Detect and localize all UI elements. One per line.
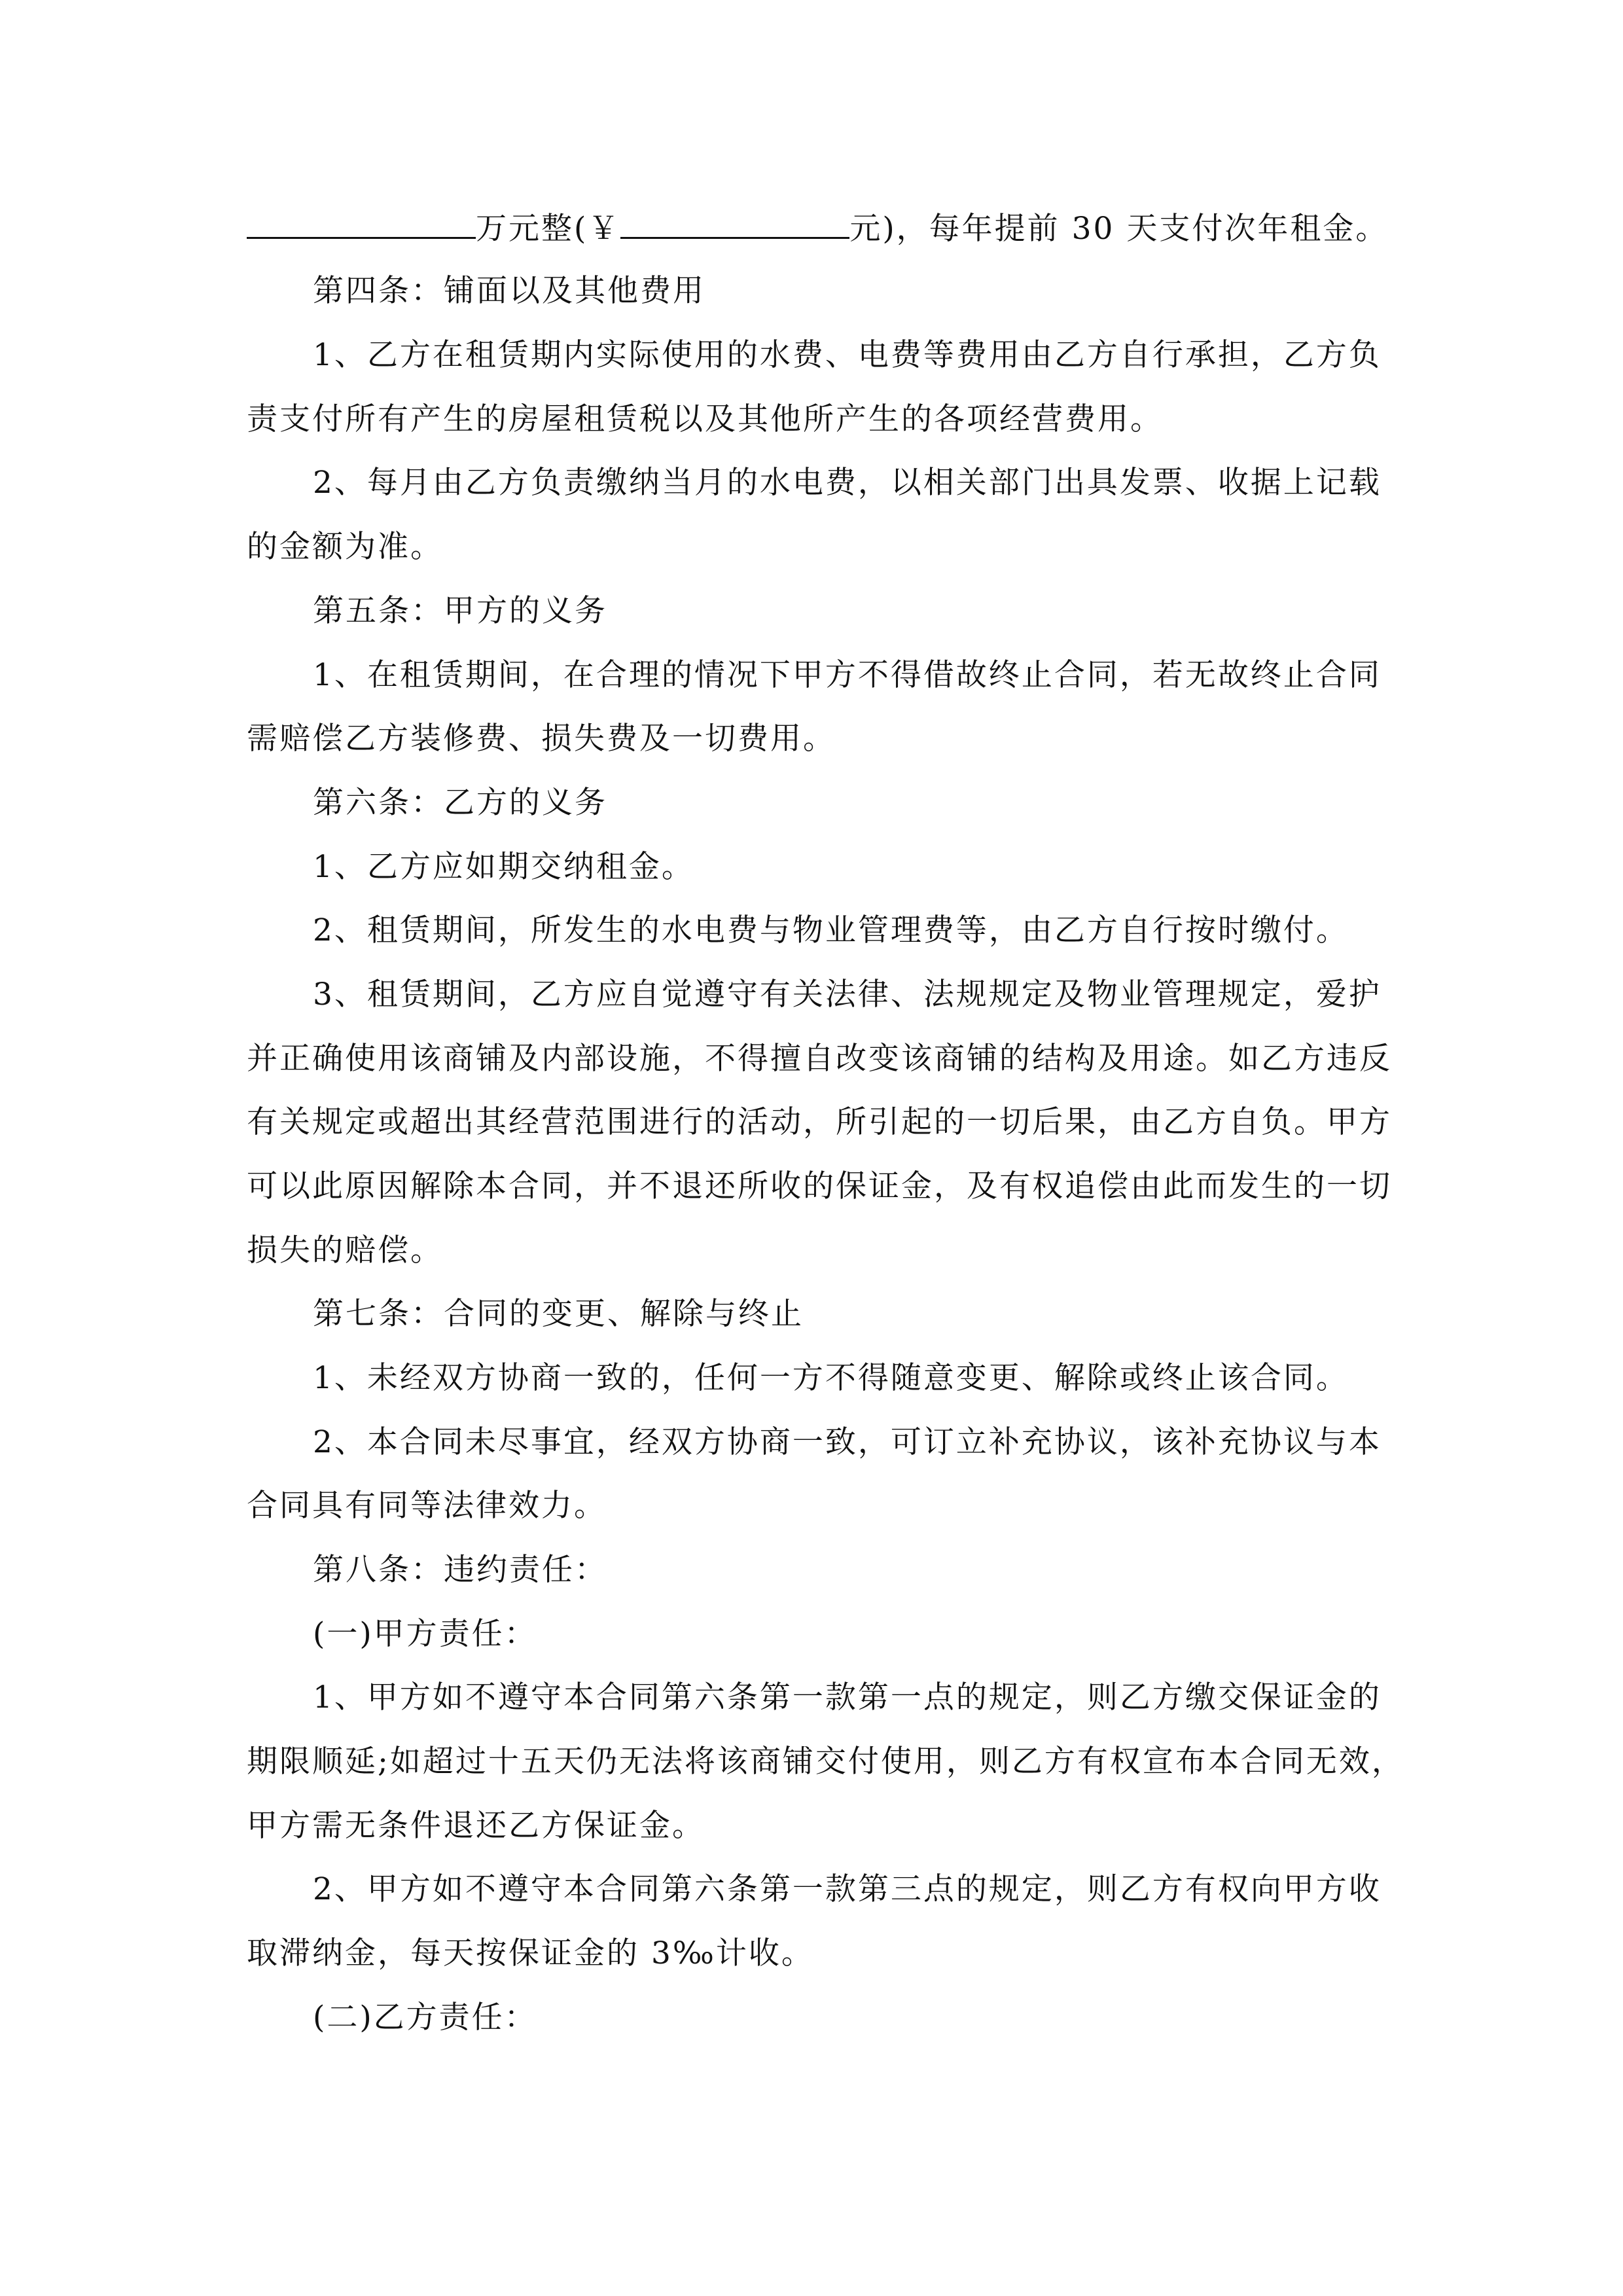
- paragraph-line: 损失的赔偿。: [247, 1232, 443, 1268]
- rent-amount-line: 万元整(￥ 元)，每年提前 30 天支付次年租金。: [247, 208, 1388, 249]
- paragraph-line: 2、甲方如不遵守本合同第六条第一款第三点的规定，则乙方有权向甲方收: [313, 1871, 1382, 1907]
- article-5-heading: 第五条：甲方的义务: [313, 593, 607, 629]
- paragraph-line: 取滞纳金，每天按保证金的 3‰计收。: [247, 1935, 814, 1971]
- paragraph-line: 1、在租赁期间，在合理的情况下甲方不得借故终止合同，若无故终止合同: [313, 657, 1382, 693]
- paragraph-line: 3、租赁期间，乙方应自觉遵守有关法律、法规规定及物业管理规定，爱护: [313, 977, 1382, 1013]
- paragraph-line: 2、每月由乙方负责缴纳当月的水电费，以相关部门出具发票、收据上记载: [313, 465, 1382, 501]
- party-b-liability-heading: (二)乙方责任：: [313, 2000, 537, 2036]
- article-6-heading: 第六条：乙方的义务: [313, 785, 607, 821]
- party-a-liability-heading: (一)甲方责任：: [313, 1616, 537, 1652]
- paragraph-line: 并正确使用该商铺及内部设施，不得擅自改变该商铺的结构及用途。如乙方违反: [247, 1041, 1392, 1077]
- amount-blank-field[interactable]: [247, 208, 476, 239]
- article-7-heading: 第七条：合同的变更、解除与终止: [313, 1296, 804, 1332]
- amount-numeric-blank-field[interactable]: [620, 208, 849, 239]
- paragraph-line: 2、本合同未尽事宜，经双方协商一致，可订立补充协议，该补充协议与本: [313, 1424, 1382, 1460]
- paragraph-line: 1、未经双方协商一致的，任何一方不得随意变更、解除或终止该合同。: [313, 1360, 1349, 1396]
- paragraph-line: 可以此原因解除本合同，并不退还所收的保证金，及有权追偿由此而发生的一切: [247, 1168, 1392, 1204]
- paragraph-line: 2、租赁期间，所发生的水电费与物业管理费等，由乙方自行按时缴付。: [313, 912, 1349, 948]
- paragraph-line: 1、乙方应如期交纳租金。: [313, 849, 694, 885]
- paragraph-line: 期限顺延;如超过十五天仍无法将该商铺交付使用，则乙方有权宣布本合同无效，: [247, 1744, 1404, 1780]
- paragraph-line: 有关规定或超出其经营范围进行的活动，所引起的一切后果，由乙方自负。甲方: [247, 1104, 1392, 1140]
- paragraph-line: 的金额为准。: [247, 529, 443, 565]
- article-4-heading: 第四条：铺面以及其他费用: [313, 273, 705, 309]
- paragraph-line: 责支付所有产生的房屋租赁税以及其他所产生的各项经营费用。: [247, 401, 1163, 437]
- paragraph-line: 1、甲方如不遵守本合同第六条第一款第一点的规定，则乙方缴交保证金的: [313, 1679, 1382, 1715]
- paragraph-line: 甲方需无条件退还乙方保证金。: [247, 1808, 705, 1844]
- article-8-heading: 第八条：违约责任：: [313, 1552, 607, 1588]
- paragraph-line: 合同具有同等法律效力。: [247, 1488, 607, 1524]
- paragraph-line: 1、乙方在租赁期内实际使用的水费、电费等费用由乙方自行承担，乙方负: [313, 337, 1382, 373]
- paragraph-line: 需赔偿乙方装修费、损失费及一切费用。: [247, 721, 836, 757]
